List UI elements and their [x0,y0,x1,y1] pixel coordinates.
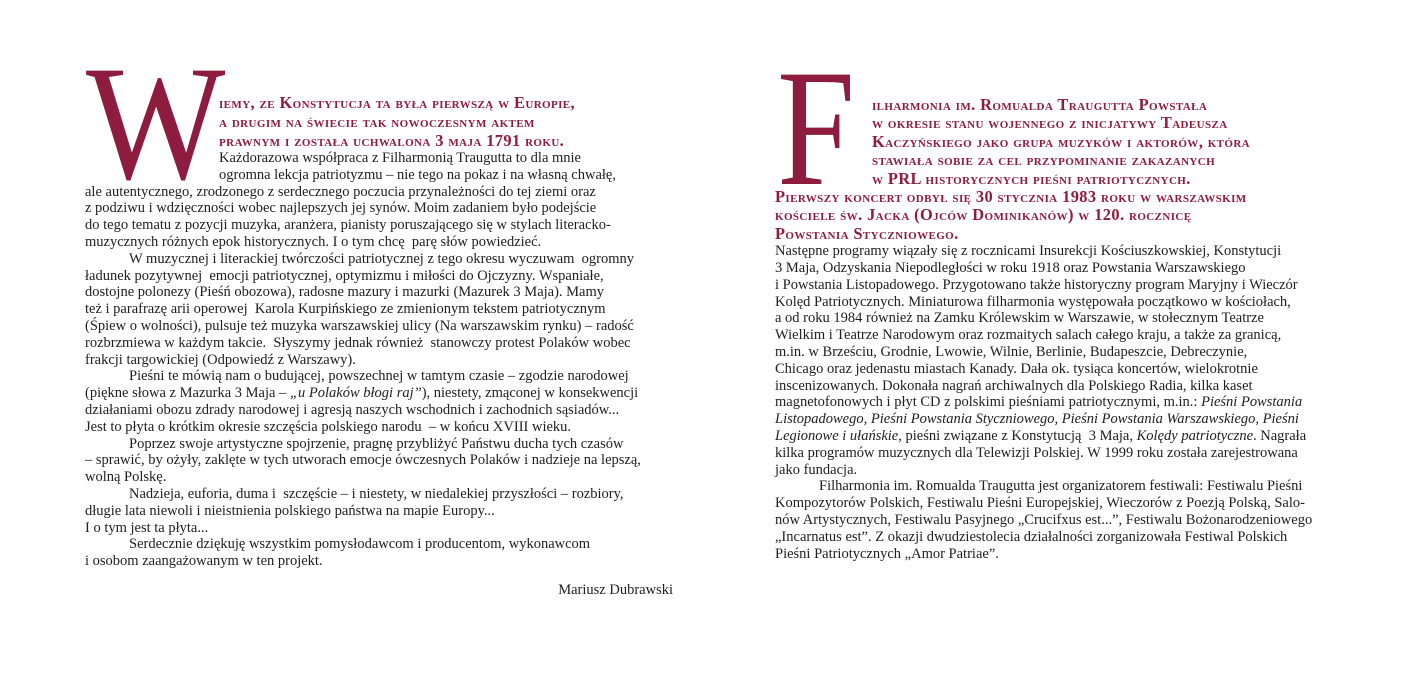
quote-prefix: (piękne słowa z Mazurka 3 Maja – [85,385,290,402]
text-line: Nadzieja, euforia, duma i szczęście – i niestety, w niedalekiej przyszłości – rozbiory, [129,485,624,502]
text-line: a od roku 1984 również na Zamku Królewskim w Warszawie, w stołecznym Teatrze [775,310,1264,327]
album-titles-line: Listopadowego, Pieśni Powstania Styczniowego, Pieśni Powstania Warszawskiego, Pieśni [775,411,1299,428]
text-line: rozbrzmiewa w każdym takcie. Słyszymy jednak również stanowczy protest Polaków wobec [85,334,631,351]
text-line: W muzycznej i literackiej twórczości patriotycznej z tego okresu wyczuwam ogromny [129,250,635,267]
signature: Mariusz Dubrawski [558,581,673,598]
lede-line: Powstania Styczniowego. [775,223,959,243]
album-title: Kolędy patriotyczne [1136,428,1254,445]
text-line: „Incarnatus est”. Z okazji dwudziestolecia działalności zorganizowała Festiwal Polskich [775,528,1288,545]
lede-line: stawiała sobie za cel przypominanie zakazanych [872,150,1216,170]
lede-line: w PRL historycznych pieśni patriotycznych. [872,168,1191,188]
text-line: Filharmonia im. Romualda Traugutta jest organizatorem festiwali: Festiwalu Pieśni [819,478,1303,495]
text-line: z podziwu i wdzięczności wobec najlepszych jej synów. Moim zadaniem było podejście [85,200,597,217]
page-left [85,33,673,599]
lede-line: Kaczyńskiego jako grupa muzyków i aktorów, która [872,131,1251,151]
text-line: I o tym jest ta płyta... [85,519,209,536]
titles-suffix: . Nagrała [1253,428,1307,445]
text-line: Następne programy wiązały się z rocznicami Insurekcji Kościuszkowskiej, Konstytucji [775,243,1282,260]
dropcap-letter: F [777,36,856,221]
titles-middle: , pieśni związane z Konstytucją 3 Maja, [898,428,1137,445]
text-line: ładunek pozytywnej emocji patriotycznej, optymizmu i miłości do Ojczyzny. Wspaniałe, [85,267,604,284]
text-line: inscenizowanych. Dokonała nagrań archiwalnych dla Polskiego Radia, kilka kaset [775,377,1253,394]
text-line: nów Artystycznych, Festiwalu Pasyjnego „Crucifxus est...”, Festiwalu Bożonarodzeniowego [775,512,1313,528]
text-line: Kompozytorów Polskich, Festiwalu Pieśni Europejskiej, Wieczorów z Poezją Polską, Salo- [775,495,1305,512]
text-line: działaniami obozu zdrady narodowej i agresją naszych wschodnich i zachodnich sąsiadów... [85,401,620,418]
album-title: Pieśni Powstania [1201,394,1303,411]
text-line: do tego tematu z pozycji muzyka, aranżera, pianisty poruszającego się w stylach literacko- [85,217,611,234]
text-line: też i parafrazę arii operowej Karola Kurpińskiego ze zmienionym tekstem patriotycznym [85,301,606,318]
page-right [775,36,1349,562]
text-line: – sprawić, by ożyły, zaklęte w tych utworach emocje ówczesnych Polaków i nadzieje na lepszą, [85,452,641,469]
dropcap-w [85,33,226,214]
text-line: 3 Maja, Odzyskania Niepodległości w roku 1918 oraz Powstania Warszawskiego [775,260,1246,277]
quote-suffix: ), niestety, zmąconej w konsekwencji [421,385,639,402]
text-line-with-titles [775,394,1349,411]
text-line: ogromna lekcja patriotyzmu – nie tego na pokaz i na własną chwałę, [219,166,616,183]
text-line: Pieśni te mówią nam o budującej, powszechnej w tamtym czasie – zgodzie narodowej [129,368,629,385]
text-line: Kolęd Patriotycznych. Miniaturowa filharmonia występowała początkowo w kościołach, [775,293,1291,310]
text-line: i Powstania Listopadowego. Przygotowano także historyczny program Maryjny i Wieczór [775,276,1298,293]
text-line: m.in. w Brześciu, Grodnie, Lwowie, Wilnie, Berlinie, Budapeszcie, Debreczynie, [775,344,1248,361]
text-line-with-titles [775,428,1349,445]
text-line: wolną Polskę. [85,469,167,486]
dropcap-f [775,36,872,221]
text-line: ale autentycznego, zrodzonego z serdecznego poczucia przynależności do tej ziemi oraz [85,183,596,200]
text-line: Chicago oraz jedenastu miastach Kanady. Dała ok. tysiąca koncertów, wielokrotnie [775,360,1258,377]
lede-line: ilharmonia im. Romualda Traugutta Powstała [872,95,1208,114]
text-line: kilka programów muzycznych dla Telewizji Polskiej. W 1999 roku została zarejestrowana [775,444,1298,461]
text-line: i osobom zaangażowanym w ten projekt. [85,553,323,570]
lede-line: Pierwszy koncert odbył się 30 stycznia 1983 roku w warszawskim [775,187,1247,207]
text-line: jako fundacja. [775,461,858,478]
lede-line: prawnym i została uchwalona 3 maja 1791 roku. [219,131,565,150]
text-line: Jest to płyta o krótkim okresie szczęścia polskiego narodu – w końcu XVIII wieku. [85,418,572,435]
dropcap-letter: W [86,33,226,214]
text-line: długie lata niewoli i nieistnienia polskiego państwa na mapie Europy... [85,502,495,519]
quote-italic: „u Polaków błogi raj” [289,385,422,402]
text-line: frakcji targowickiej (Odpowiedź z Warszawy). [85,351,356,368]
text-line-with-quote [85,385,673,402]
text-line: Pieśni Patriotycznych „Amor Patriae”. [775,545,999,562]
lede-line: kościele św. Jacka (Ojców Dominikanów) w 120. rocznicę [775,205,1192,225]
text-line: Wielkim i Teatrze Narodowym oraz rozmaitych salach całego kraju, a także za granicą, [775,327,1282,344]
lede-line: a drugim na świecie tak nowoczesnym aktem [219,112,535,131]
text-line: muzycznych różnych epok historycznych. I o tym chcę parę słów powiedzieć. [85,233,542,250]
lede-line: w okresie stanu wojennego z inicjatywy Tadeusza [872,113,1228,133]
text-line: Poprzez swoje artystyczne spojrzenie, pragnę przybliżyć Państwu ducha tych czasów [129,435,624,452]
text-line: Każdorazowa współpraca z Filharmonią Traugutta to dla mnie [219,150,581,166]
text-line: Serdecznie dziękuję wszystkim pomysłodawcom i producentom, wykonawcom [129,536,591,553]
text-line: (Śpiew o wolności), pulsuje też muzyka warszawskiej ulicy (Na warszawskim rynku) – radość [85,317,634,334]
album-title: Legionowe i ułańskie [775,428,899,445]
text-line: dostojne polonezy (Pieśń obozowa), radosne mazury i mazurki (Mazurek 3 Maja). Mamy [85,284,605,301]
lede-line: iemy, ze Konstytucja ta była pierwszą w Europie, [219,93,576,112]
titles-prefix: magnetofonowych i płyt CD z polskimi pieśniami patriotycznymi, m.in.: [775,394,1202,411]
